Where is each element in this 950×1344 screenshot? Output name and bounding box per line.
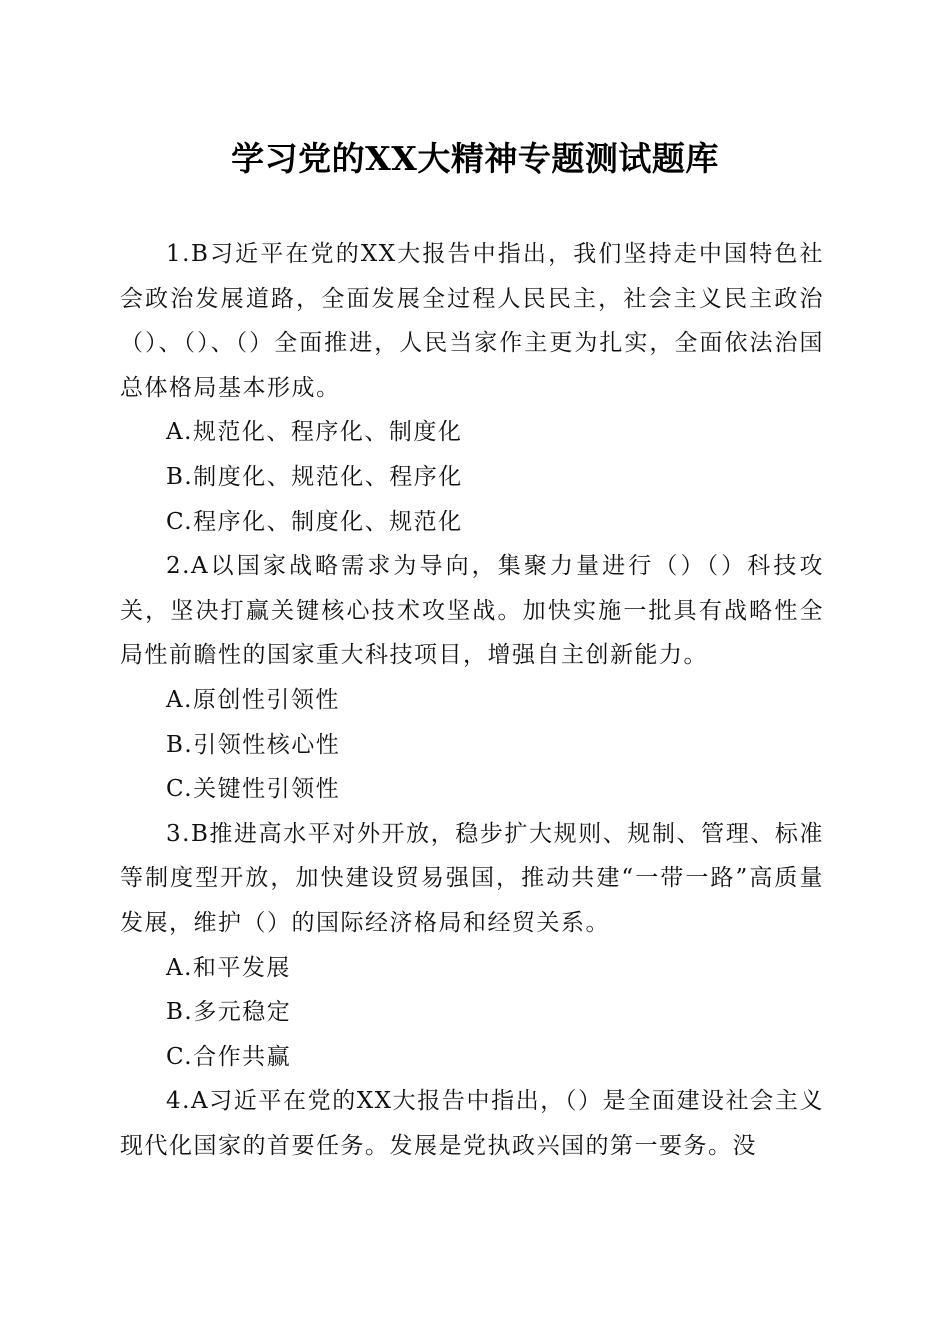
question-2-option-a: A.原创性引领性 [166, 686, 340, 713]
question-4-stem: 4.A习近平在党的XX大报告中指出，（）是全面建设社会主义现代化国家的首要任务。发展是党执政兴国的第一要务。没 [120, 1088, 824, 1159]
document-title: 学习党的XX大精神专题测试题库 [231, 139, 719, 178]
question-1-stem: 1.B习近平在党的XX大报告中指出，我们坚持走中国特色社会政治发展道路，全面发展全过程人民民主，社会主义民主政治（）、（）、（）全面推进，人民当家作主更为扎实，全面依法治国总体格局基本形成。 [120, 241, 824, 401]
question-3-option-b: B.多元稳定 [166, 999, 292, 1026]
question-1-option-a: A.规范化、程序化、制度化 [166, 419, 463, 446]
question-2-option-b: B.引领性核心性 [166, 731, 341, 758]
document-body [120, 232, 824, 1168]
question-2-option-c: C.关键性引领性 [166, 776, 341, 803]
question-3-option-a: A.和平发展 [166, 954, 291, 981]
question-3-stem: 3.B推进高水平对外开放，稳步扩大规则、规制、管理、标准等制度型开放，加快建设贸易强国，推动共建“一带一路”高质量发展，维护（）的国际经济格局和经贸关系。 [120, 820, 824, 936]
question-1-option-b: B.制度化、规范化、程序化 [166, 463, 463, 490]
question-3-option-c: C.合作共赢 [166, 1043, 292, 1070]
question-2-stem: 2.A以国家战略需求为导向，集聚力量进行（）（）科技攻关，坚决打赢关键核心技术攻坚战。加快实施一批具有战略性全局性前瞻性的国家重大科技项目，增强自主创新能力。 [120, 553, 824, 669]
question-1-option-c: C.程序化、制度化、规范化 [166, 508, 463, 535]
